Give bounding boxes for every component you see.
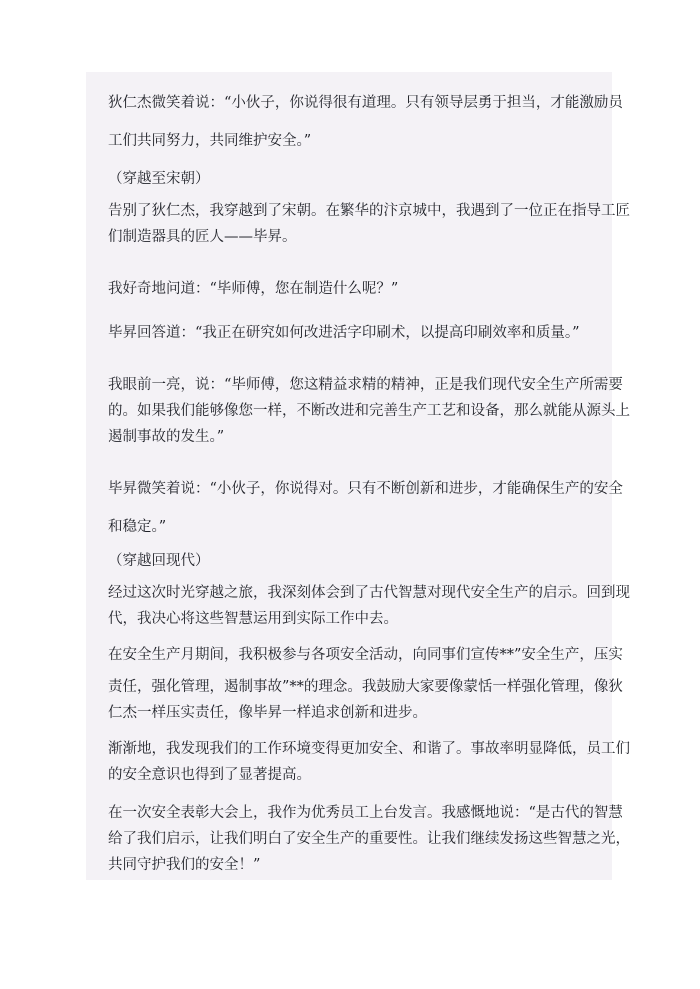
text-line: 责任，强化管理，遏制事故”**的理念。我鼓励大家要像蒙恬一样强化管理，像狄 [108,679,623,695]
text-line: 和稳定。” [108,519,167,535]
text-line: 遏制事故的发生。” [108,429,225,445]
text-line: 代，我决心将这些智慧运用到实际工作中去。 [108,611,398,627]
text-line: 在安全生产月期间，我积极参与各项安全活动，向同事们宣传**”安全生产，压实 [108,647,623,663]
text-line: 我眼前一亮，说：“毕师傅，您这精益求精的精神，正是我们现代安全生产所需要 [108,377,623,393]
text-line: （穿越至宋朝） [108,171,210,187]
paragraph-11 [108,738,630,786]
paragraph-12 [108,802,630,876]
text-line: 工们共同努力，共同维护安全。” [108,133,312,149]
text-line: 渐渐地，我发现我们的工作环境变得更加安全、和谐了。事故率明显降低，员工们 [108,741,630,757]
text-line: 的。如果我们能够像您一样，不断改进和完善生产工艺和设备，那么就能从源头上 [108,403,630,419]
text-line: 们制造器具的匠人——毕昇。 [108,229,297,245]
text-line: 仁杰一样压实责任，像毕昇一样追求创新和进步。 [108,705,427,721]
document-page [86,72,630,880]
section-heading-song [108,168,608,190]
section-heading-modern [108,550,608,572]
text-line: 毕昇回答道：“我正在研究如何改进活字印刷术，以提高印刷效率和质量。” [108,325,580,341]
text-line: 狄仁杰微笑着说：“小伙子，你说得很有道理。只有领导层勇于担当，才能激励员 [108,95,623,111]
paragraph-7 [108,478,623,538]
paragraph-1 [108,92,623,152]
paragraph-3 [108,200,630,248]
text-line: 告别了狄仁杰，我穿越到了宋朝。在繁华的汴京城中，我遇到了一位正在指导工匠 [108,203,630,219]
text-line: 给了我们启示，让我们明白了安全生产的重要性。让我们继续发扬这些智慧之光， [108,831,630,847]
text-line: 经过这次时光穿越之旅，我深刻体会到了古代智慧对现代安全生产的启示。回到现 [108,585,630,601]
text-line: 毕昇微笑着说：“小伙子，你说得对。只有不断创新和进步，才能确保生产的安全 [108,481,623,497]
paragraph-6 [108,374,630,448]
paragraph-9 [108,582,630,630]
text-line: 我好奇地问道：“毕师傅，您在制造什么呢？” [108,281,399,297]
text-line: （穿越回现代） [108,553,210,569]
text-line: 在一次安全表彰大会上，我作为优秀员工上台发言。我感慨地说：“是古代的智慧 [108,805,623,821]
text-line: 的安全意识也得到了显著提高。 [108,767,311,783]
paragraph-5 [108,322,608,344]
paragraph-10 [108,644,623,724]
text-line: 共同守护我们的安全！” [108,857,261,873]
paragraph-4 [108,278,608,300]
